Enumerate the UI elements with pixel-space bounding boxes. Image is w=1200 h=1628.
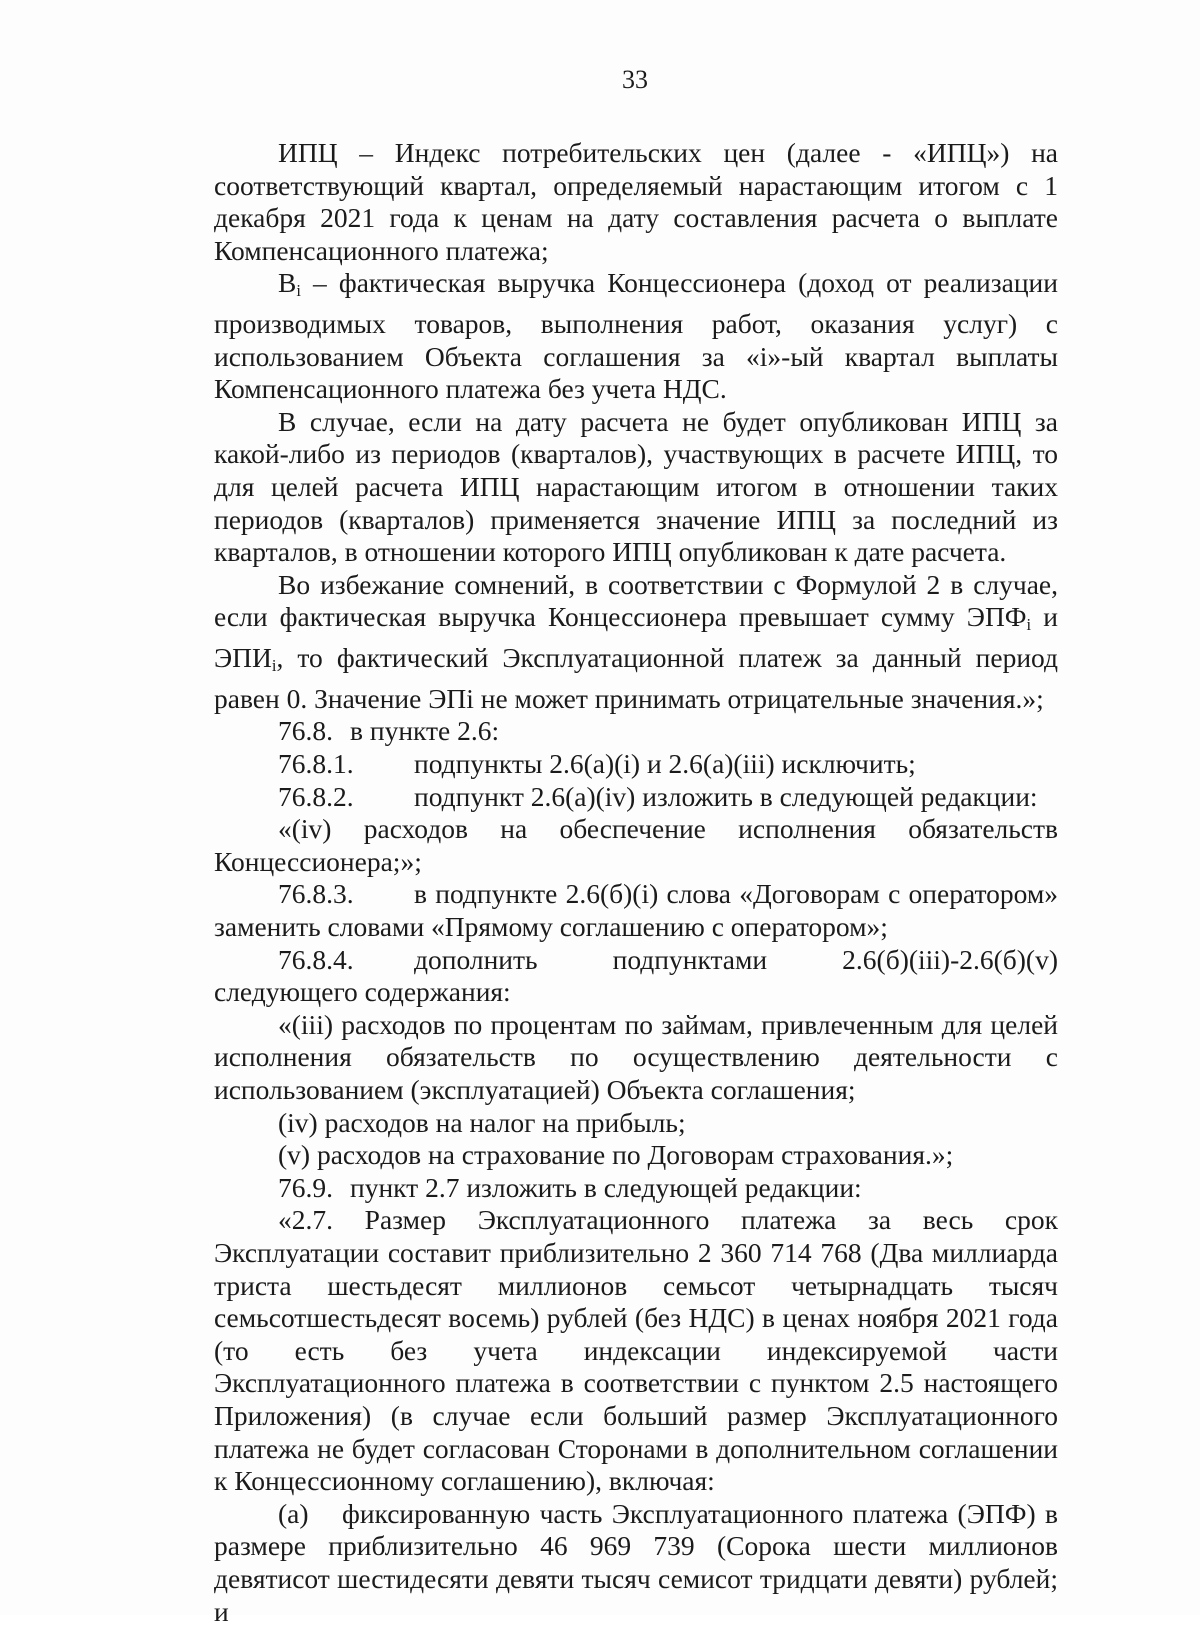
item-text: дополнить подпунктами 2.6(б)(iii)-2.6(б)(v) следующего содержания: — [214, 943, 1058, 1008]
revenue-subscript: i — [296, 281, 301, 301]
item-number: 76.9. — [278, 1171, 333, 1203]
avoidance-text-c: , то фактический Эксплуатационной платеж за данный период равен 0. Значение ЭПi не может принимать отрицательные значения.»; — [214, 642, 1058, 714]
paragraph-ipc-definition: ИПЦ – Индекс потребительских цен (далее - «ИПЦ») на соответствующий квартал, определяемый нарастающим итогом с 1 декабря 2021 года к ценам на дату составления расчета о выплате Компенсационного платежа; — [214, 137, 1058, 266]
item-a-fixed-part — [214, 1498, 1058, 1628]
item-text: фиксированную часть Эксплуатационного платежа (ЭПФ) в размере приблизительно 46 969 739 (Сорока шести миллионов девятисот шестидесяти девяти тысяч семисот тридцати девяти) рублей; и — [214, 1497, 1058, 1627]
item-76-9 — [214, 1172, 1058, 1205]
item-number: 76.8.4. — [278, 943, 354, 975]
epf-subscript: i — [1026, 615, 1032, 635]
item-76-8 — [214, 715, 1058, 748]
page-number: 33 — [622, 65, 648, 94]
epi-subscript: i — [271, 656, 277, 676]
quote-v-insurance: (v) расходов на страхование по Договорам страхования.»; — [278, 1139, 954, 1171]
avoidance-text-a: Во избежание сомнений, в соответствии с Формулой 2 в случае, если фактическая выручка Концессионера превышает сумму ЭПФ — [214, 568, 1058, 633]
item-text: подпункт 2.6(а)(iv) изложить в следующей редакции: — [414, 780, 1038, 812]
item-76-8-2 — [214, 781, 1058, 814]
item-number: 76.8. — [278, 715, 333, 747]
quote-iv-tax: (iv) расходов на налог на прибыль; — [278, 1106, 686, 1138]
item-number: (а) — [278, 1497, 309, 1529]
quote-iii-interest: «(iii) расходов по процентам по займам, привлеченным для целей исполнения обязательств по осуществлению деятельности с использованием (эксплуатацией) Объекта соглашения; — [214, 1008, 1058, 1105]
item-text: в подпункте 2.6(б)(i) слова «Договорам с оператором» заменить словами «Прямому соглашению с оператором»; — [214, 878, 1058, 943]
item-text: подпункты 2.6(а)(i) и 2.6(а)(iii) исключить; — [414, 748, 916, 780]
paragraph-avoidance-of-doubt — [214, 569, 1058, 716]
document-body — [214, 137, 1058, 1628]
revenue-symbol: В — [278, 267, 297, 299]
item-76-8-1 — [214, 748, 1058, 781]
paragraph-2-7-operating-payment: «2.7. Размер Эксплуатационного платежа за весь срок Эксплуатации составит приблизительно 2 360 714 768 (Два миллиарда триста шестьдесят миллионов семьсот четырнадцать тысяч семьсотшестьдесят восемь) рублей (без НДС) в ценах ноября 2021 года (то есть без учета индексации индексируемой части Эксплуатационного платежа в соответствии с пунктом 2.5 настоящего Приложения) (в случае если больший размер Эксплуатационного платежа не будет согласован Сторонами в дополнительном соглашении к Концессионному соглашению), включая: — [214, 1204, 1058, 1497]
quote-iv-obligations: «(iv) расходов на обеспечение исполнения обязательств Концессионера;»; — [214, 813, 1058, 877]
item-number: 76.8.1. — [278, 748, 354, 780]
avoidance-text-b: и ЭПИ — [214, 601, 1059, 674]
item-76-8-3 — [214, 878, 1058, 943]
item-text: в пункте 2.6: — [350, 715, 500, 747]
item-number: 76.8.2. — [278, 780, 354, 812]
item-76-8-4 — [214, 944, 1058, 1009]
paragraph-ipc-not-published: В случае, если на дату расчета не будет опубликован ИПЦ за какой-либо из периодов (кварталов), участвующих в расчете ИПЦ, то для целей расчета ИПЦ нарастающим итогом в отношении таких периодов (кварталов) применяется значение ИПЦ за последний из кварталов, в отношении которого ИПЦ опубликован к дате расчета. — [214, 405, 1058, 568]
revenue-definition-text: – фактическая выручка Концессионера (доход от реализации производимых товаров, выполнения работ, оказания услуг) с использованием Объекта соглашения за «i»-ый квартал выплаты Компенсационного платежа без учета НДС. — [214, 267, 1058, 405]
paragraph-revenue-definition — [214, 267, 1058, 406]
item-text: пункт 2.7 изложить в следующей редакции: — [350, 1171, 862, 1203]
item-number: 76.8.3. — [278, 878, 354, 910]
